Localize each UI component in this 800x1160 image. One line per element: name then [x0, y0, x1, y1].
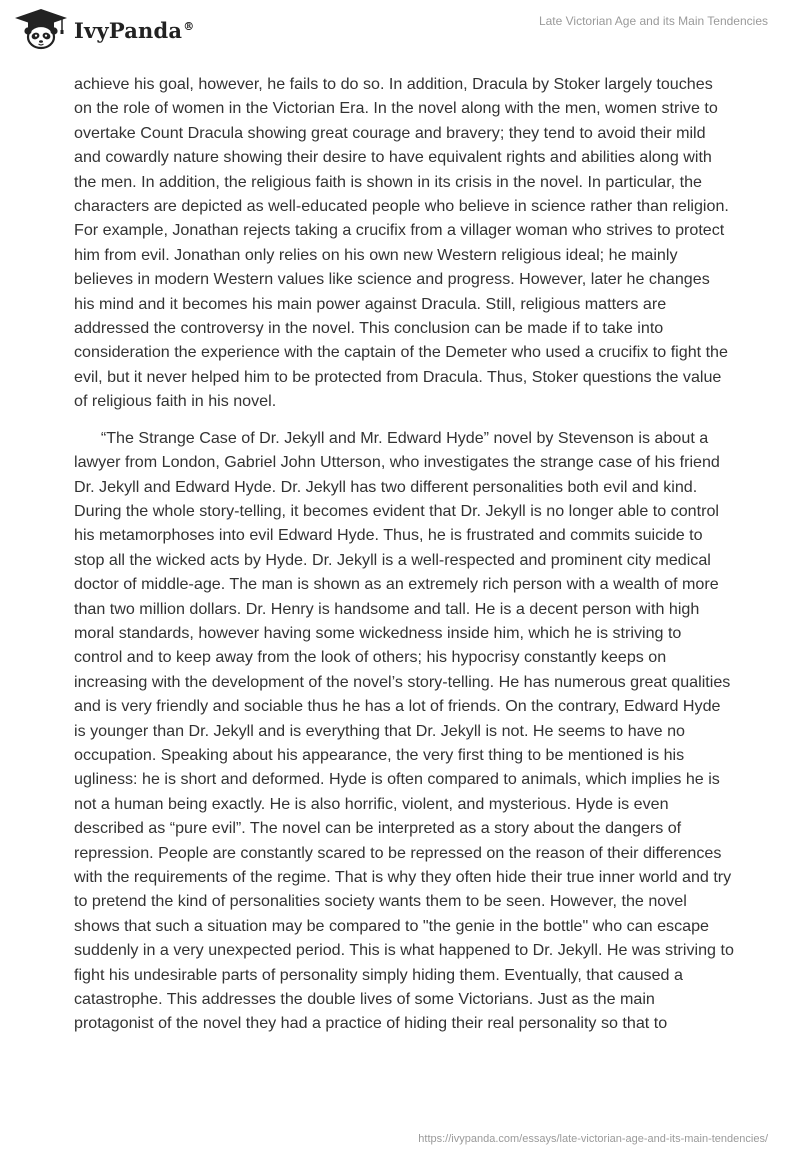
panda-graduate-icon — [14, 8, 68, 50]
essay-body — [74, 72, 734, 1036]
source-url[interactable]: https://ivypanda.com/essays/late-victorian-age-and-its-main-tendencies/ — [418, 1133, 768, 1145]
registered-mark: ® — [183, 19, 195, 33]
document-title: Late Victorian Age and its Main Tendencies — [538, 14, 768, 28]
paragraph: “The Strange Case of Dr. Jekyll and Mr. Edward Hyde” novel by Stevenson is about a lawyer from London, Gabriel John Utterson, who investigates the strange case of his friend Dr. Jekyll and Edward Hyde. Dr. Jekyll has two different personalities both evil and kind. During the whole story-telling, it becomes evident that Dr. Jekyll is no longer able to control his metamorphoses into evil Edward Hyde. Thus, he is frustrated and commits suicide to stop all the wicked acts by Hyde. Dr. Jekyll is a well-respected and prominent city medical doctor of middle-age. The man is shown as an extremely rich person with a wealth of more than two million dollars. Dr. Henry is handsome and tall. He is a decent person with high moral standards, however having some wickedness inside him, which he is striving to control and to keep away from the look of others; his hypocrisy constantly keeps on increasing with the development of the novel’s story-telling. He has numerous great qualities and is very friendly and sociable thus he has a lot of friends. On the contrary, Edward Hyde is younger than Dr. Jekyll and is everything that Dr. Jekyll is not. He seems to have no occupation. Speaking about his appearance, the very first thing to be mentioned is his ugliness: he is short and deformed. Hyde is often compared to animals, which implies he is not a human being exactly. He is also horrific, violent, and mysterious. Hyde is even described as “pure evil”. The novel can be interpreted as a story about the dangers of repression. People are constantly scared to be repressed on the reason of their differences with the requirements of the regime. That is why they often hide their true inner world and try to pretend the kind of personalities society wants them to be seen. However, the novel shows that such a situation may be compared to "the genie in the bottle" who can escape suddenly in a very unexpected period. This is what happened to Dr. Jekyll. He was striving to fight his undesirable parts of personality simply hiding them. Eventually, that caused a catastrophe. This addresses the double lives of some Victorians. Just as the main protagonist of the novel they had a practice of hiding their real personality so that to — [74, 428, 734, 1033]
page-header — [0, 0, 800, 56]
brand-name: IvyPanda® — [74, 17, 195, 43]
paragraph: achieve his goal, however, he fails to do so. In addition, Dracula by Stoker largely touches on the role of women in the Victorian Era. In the novel along with the men, women strive to overtake Count Dracula showing great courage and bravery; they tend to avoid their mild and cowardly nature showing their desire to have equivalent rights and abilities along with the men. In addition, the religious faith is shown in its crisis in the novel. In particular, the characters are depicted as well-educated people who believe in science rather than religion. For example, Jonathan rejects taking a crucifix from a villager woman who strives to protect him from evil. Jonathan only relies on his own new Western religious ideal; he mainly believes in modern Western values like science and progress. However, later he changes his mind and it becomes his main power against Dracula. Still, religious matters are addressed the controversy in the novel. This conclusion can be made if to take into consideration the experience with the captain of the Demeter who used a crucifix to fight the evil, but it never helped him to be protected from Dracula. Thus, Stoker questions the value of religious faith in his novel. — [74, 75, 729, 411]
brand-logo[interactable] — [14, 8, 194, 50]
